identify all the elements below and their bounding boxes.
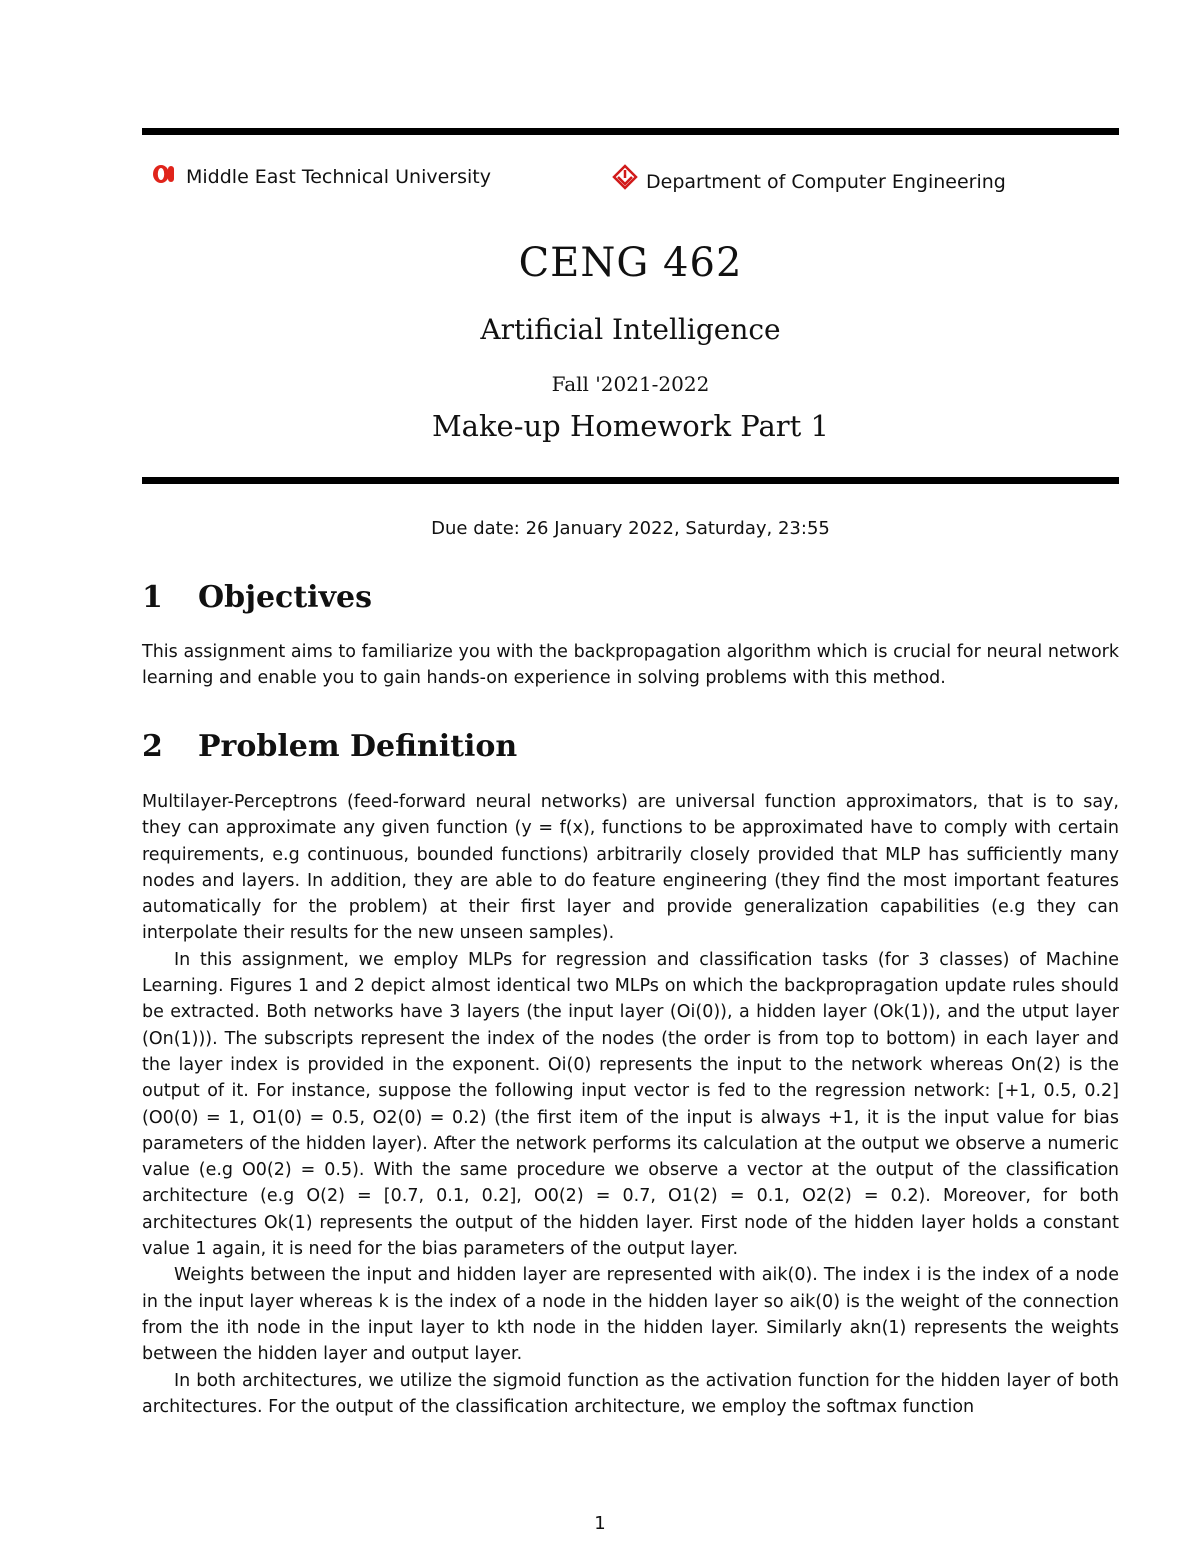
semester: Fall '2021-2022 (551, 372, 710, 396)
department-affiliation (612, 164, 1006, 199)
page-number: 1 (594, 1513, 606, 1534)
section-heading-objectives (142, 580, 372, 615)
assignment-title: Make-up Homework Part 1 (431, 409, 829, 443)
problem-definition-body (142, 789, 1119, 1420)
due-date: Due date: 26 January 2022, Saturday, 23:55 (431, 518, 830, 539)
ceng-logo-icon (612, 164, 638, 199)
top-rule (142, 128, 1119, 135)
department-name: Department of Computer Engineering (646, 170, 1006, 193)
section-number: 1 (142, 580, 163, 615)
metu-logo-icon (152, 164, 178, 189)
paragraph: Weights between the input and hidden layer are represented with aik(0). The index i is the index of a node in the input layer whereas k is the index of a node in the hidden layer so aik(0) is the weight of the connection from the ith node in the input layer to kth node in the hidden layer. Similarly akn(1) represents the weights between the hidden layer and output layer. (142, 1265, 1119, 1365)
paragraph: This assignment aims to familiarize you with the backpropagation algorithm which is crucial for neural network learning and enable you to gain hands-on experience in solving problems with this method. (142, 642, 1119, 689)
university-name: Middle East Technical University (186, 165, 491, 188)
section-number: 2 (142, 729, 163, 764)
paragraph: In this assignment, we employ MLPs for regression and classification tasks (for 3 classes) of Machine Learning. Figures 1 and 2 depict almost identical two MLPs on which the backpropragation update rules should be extracted. Both networks have 3 layers (the input layer (Oi(0)), a hidden layer (Ok(1)), and the utput layer (On(1))). The subscripts represent the index of the nodes (the order is from top to bottom) in each layer and the layer index is provided in the exponent. Oi(0) represents the input to the network whereas On(2) is the output of it. For instance, suppose the following input vector is fed to the regression network: [+1, 0.5, 0.2] (O0(0) = 1, O1(0) = 0.5, O2(0) = 0.2) (the first item of the input is always +1, it is the input value for bias parameters of the hidden layer). After the network performs its calculation at the output we observe a numeric value (e.g O0(2) = 0.5). With the same procedure we observe a vector at the output of the classification architecture (e.g O(2) = [0.7, 0.1, 0.2], O0(2) = 0.7, O1(2) = 0.1, O2(2) = 0.2). Moreover, for both architectures Ok(1) represents the output of the hidden layer. First node of the hidden layer holds a constant value 1 again, it is need for the bias parameters of the output layer. (142, 949, 1119, 1260)
course-subject: Artificial Intelligence (480, 313, 781, 346)
course-code: CENG 462 (518, 240, 743, 286)
paragraph: Multilayer-Perceptrons (feed-forward neural networks) are universal function approximators, that is to say, they can approximate any given function (y = f(x), functions to be approximated have to comply with certain requirements, e.g continuous, bounded functions) arbitrarily closely provided that MLP has sufficiently many nodes and layers. In addition, they are able to do feature engineering (they find the most important features automatically for the problem) at their first layer and provide generalization capabilities (e.g they can interpolate their results for the new unseen samples). (142, 792, 1119, 944)
bottom-rule (142, 477, 1119, 484)
paragraph: In both architectures, we utilize the sigmoid function as the activation function for the hidden layer of both architectures. For the output of the classification architecture, we employ the softmax function (142, 1370, 1119, 1417)
section-title: Problem Definition (198, 729, 518, 764)
section-heading-problem-definition (142, 729, 517, 764)
section-title: Objectives (198, 580, 372, 615)
objectives-body (142, 639, 1119, 692)
university-affiliation (152, 164, 491, 189)
